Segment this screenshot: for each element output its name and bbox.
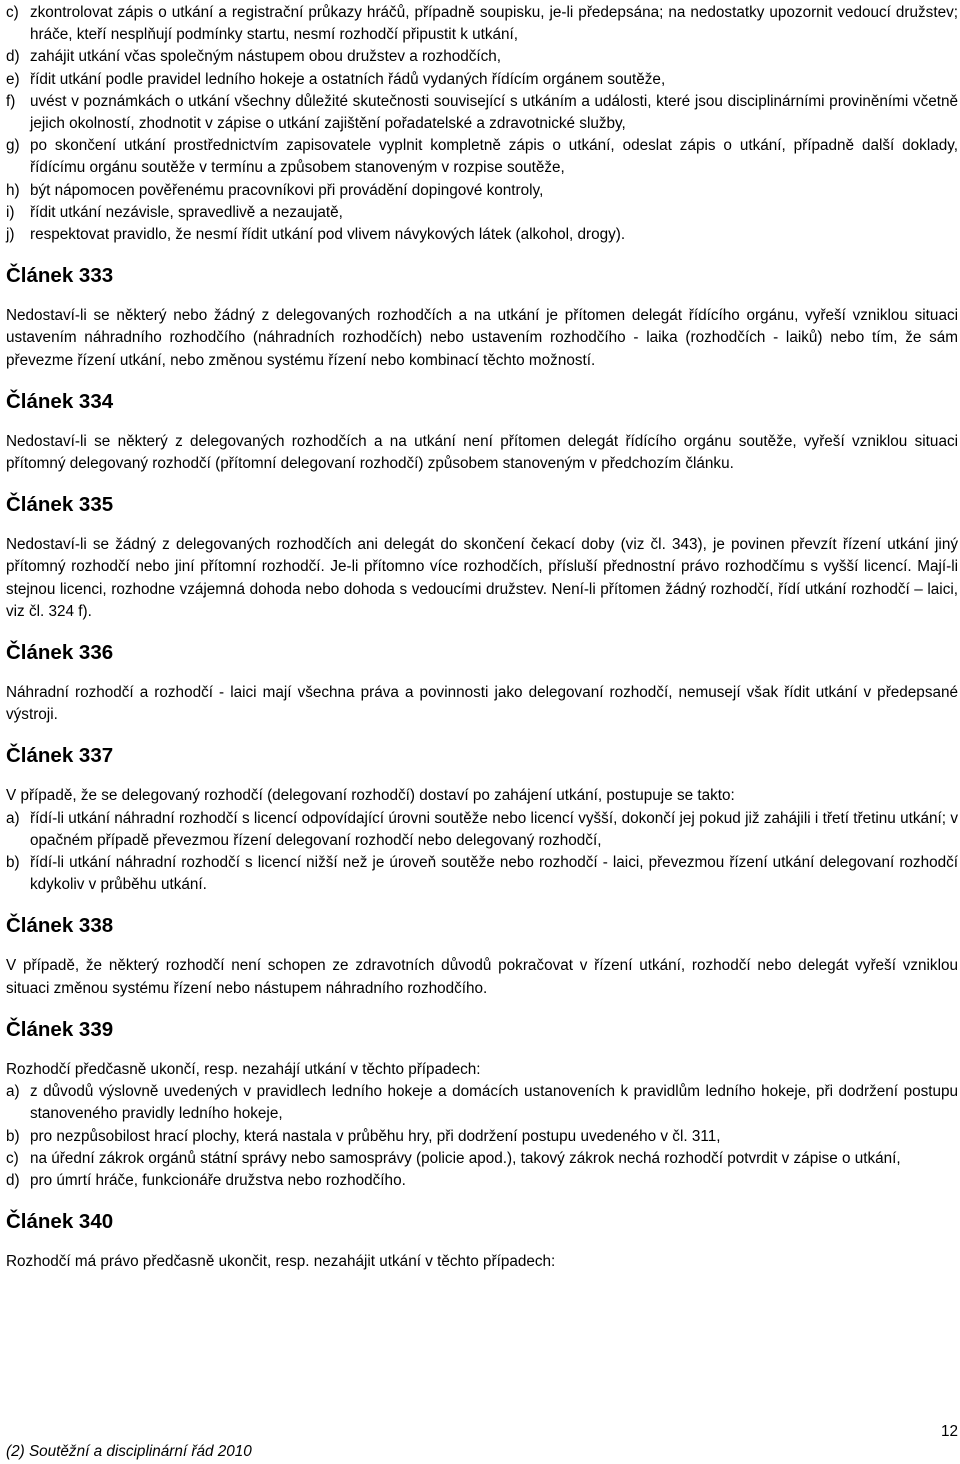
list-text: řídit utkání nezávisle, spravedlivě a nezaujatě, [30, 203, 343, 221]
list-item [6, 852, 958, 896]
list-text: uvést v poznámkách o utkání všechny důležité skutečnosti související s utkáním a události, které jsou disciplinárními proviněními včetně jejich okolností, zhodnotit v zápise o utkání zajištění pořadatelské a zdravotnické služby, [30, 92, 958, 133]
article-333 [6, 264, 958, 372]
article-text: Nedostaví-li se žádný z delegovaných rozhodčích ani delegát do skončení čekací doby (viz čl. 343), je povinen převzít řízení utkání jiný přítomný rozhodčí nebo jiní přítomní rozhodčí. Je-li přítomno více rozhodčích, přísluší přednostní právo rozhodčímu s vyšší licencí. Mají-li stejnou licenci, rozhodne vzájemná dohoda nebo dohoda s vedoucími družstev. Není-li přítomen žádný rozhodčí, řídí utkání rozhodčí – laici, viz čl. 324 f). [6, 536, 958, 620]
article-text: Náhradní rozhodčí a rozhodčí - laici mají všechna práva a povinnosti jako delegovaní rozhodčí, nemusejí však řídit utkání v předepsané výstroji. [6, 684, 958, 724]
list-item [6, 91, 958, 135]
list-item [6, 46, 958, 68]
article-intro: Rozhodčí předčasně ukončí, resp. nezahájí utkání v těchto případech: [6, 1060, 481, 1078]
list-text: z důvodů výslovně uvedených v pravidlech ledního hokeje a domácích ustanoveních k pravidlům ledního hokeje, při dodržení postupu stanoveného pravidly ledního hokeje, [30, 1083, 958, 1123]
list-marker: d) [6, 48, 20, 66]
list-item [6, 1170, 958, 1192]
article-334 [6, 390, 958, 475]
list-marker: e) [6, 70, 20, 88]
article-336 [6, 641, 958, 726]
list-marker: a) [6, 1083, 20, 1101]
list-text: řídí-li utkání náhradní rozhodčí s licencí nižší než je úroveň soutěže nebo rozhodčí - laici, převezmou řízení utkání delegovaní rozhodčí kdykoliv v průběhu utkání. [30, 854, 958, 894]
list-text: být nápomocen pověřenému pracovníkovi při provádění dopingové kontroly, [30, 181, 544, 199]
list-item [6, 2, 958, 46]
list-marker: b) [6, 854, 20, 872]
article-340 [6, 1210, 958, 1273]
list-text: respektovat pravidlo, že nesmí řídit utkání pod vlivem návykových látek (alkohol, drogy). [30, 226, 626, 244]
list-item [6, 224, 958, 246]
article-title: Článek 338 [6, 914, 114, 938]
list-marker: d) [6, 1171, 20, 1189]
list-marker: a) [6, 809, 20, 827]
list-item [6, 1148, 958, 1170]
article-338 [6, 914, 958, 999]
list-marker: i) [6, 203, 15, 221]
list-text: zkontrolovat zápis o utkání a registrační průkazy hráčů, případně soupisku, je-li předepsána; na nedostatky upozornit vedoucí družstev; hráče, kteří nesplňují podmínky startu, nesmí rozhodčí připustit k utkání, [30, 4, 958, 44]
article-title: Článek 340 [6, 1210, 114, 1234]
article-title: Článek 335 [6, 493, 114, 517]
obligations-list [6, 2, 958, 246]
article-title: Článek 333 [6, 264, 114, 288]
article-intro: Rozhodčí má právo předčasně ukončit, resp. nezahájit utkání v těchto případech: [6, 1253, 556, 1271]
list-item [6, 180, 958, 202]
list-item [6, 202, 958, 224]
list-text: řídit utkání podle pravidel ledního hokeje a ostatních řádů vydaných řídícím orgánem soutěže, [30, 70, 666, 88]
page-number: 12 [940, 1423, 958, 1440]
article-337 [6, 744, 958, 896]
list-marker: c) [6, 1149, 19, 1167]
list-marker: f) [6, 92, 16, 110]
page-footer: (2) Soutěžní a disciplinární řád 2010 [6, 1443, 252, 1460]
list-marker: j) [6, 226, 15, 244]
list-text: pro úmrtí hráče, funkcionáře družstva nebo rozhodčího. [30, 1171, 406, 1189]
list-marker: c) [6, 4, 19, 21]
list-text: po skončení utkání prostřednictvím zapisovatele vyplnit kompletně zápis o utkání, odeslat zápis o utkání, případně další doklady, řídícímu orgánu soutěže v termínu a způsobem stanoveným v rozpise soutěže, [30, 137, 958, 177]
list-item [6, 69, 958, 91]
list-item [6, 135, 958, 179]
list-text: řídí-li utkání náhradní rozhodčí s licencí odpovídající úrovni soutěže nebo licencí vyšší, dokončí jej pokud již zahájili i třetí třetinu utkání; v opačném případě převezmou řízení delegovaní rozhodčí nebo delegovaný rozhodčí, [30, 809, 958, 849]
list-text: zahájit utkání včas společným nástupem obou družstev a rozhodčích, [30, 48, 502, 66]
list-marker: g) [6, 137, 20, 155]
article-339 [6, 1018, 958, 1192]
article-text: V případě, že některý rozhodčí není schopen ze zdravotních důvodů pokračovat v řízení utkání, rozhodčí nebo delegát vyřeší vzniklou situaci změnou systému řízení nebo nástupem náhradního rozhodčího. [6, 957, 958, 997]
list-item [6, 808, 958, 852]
list-marker: b) [6, 1127, 20, 1145]
page-content [6, 2, 958, 1273]
article-text: Nedostaví-li se některý z delegovaných rozhodčích a na utkání není přítomen delegát řídícího orgánu soutěže, vyřeší vzniklou situaci přítomný delegovaný rozhodčí (přítomní delegovaní rozhodčí) způsobem stanoveným v předchozím článku. [6, 432, 958, 473]
list-marker: h) [6, 181, 20, 199]
article-text: Nedostaví-li se některý nebo žádný z delegovaných rozhodčích a na utkání je přítomen delegát řídícího orgánu, vyřeší vzniklou situaci ustavením náhradního rozhodčího (náhradních rozhodčích) nebo ustavením rozhodčího - laika (rozhodčích - laiků) nebo tím, že sám převezme řízení utkání, nebo změnou systému řízení nebo kombinací těchto možností. [6, 307, 958, 369]
article-335 [6, 493, 958, 623]
list-item [6, 1081, 958, 1125]
article-title: Článek 339 [6, 1017, 114, 1041]
article-intro: V případě, že se delegovaný rozhodčí (delegovaní rozhodčí) dostaví po zahájení utkání, postupuje se takto: [6, 787, 735, 805]
list-text: pro nezpůsobilost hrací plochy, která nastala v průběhu hry, při dodržení postupu uvedeného v čl. 311, [30, 1127, 721, 1145]
list-text: na úřední zákrok orgánů státní správy nebo samosprávy (policie apod.), takový zákrok nechá rozhodčí potvrdit v zápise o utkání, [30, 1149, 901, 1167]
article-title: Článek 337 [6, 744, 114, 768]
article-title: Článek 334 [6, 389, 114, 413]
article-title: Článek 336 [6, 641, 114, 665]
list-item [6, 1126, 958, 1148]
